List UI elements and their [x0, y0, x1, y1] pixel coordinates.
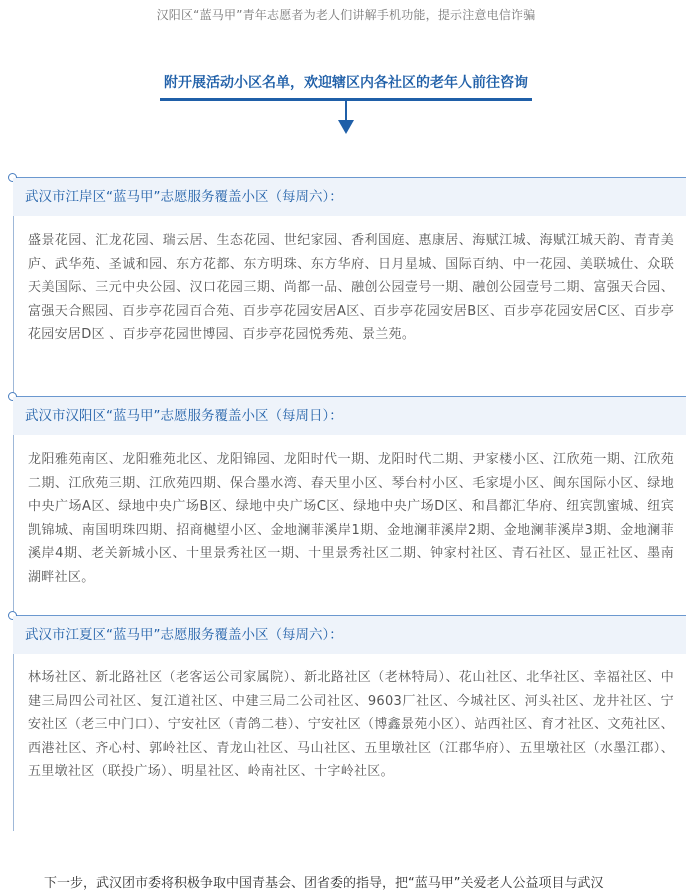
photo-caption: 汉阳区“蓝马甲”青年志愿者为老人们讲解手机功能，提示注意电信诈骗: [156, 8, 536, 22]
timeline-rail: [13, 176, 14, 831]
section-headline: 附开展活动小区名单，欢迎辖区内各社区的老年人前往咨询: [160, 72, 532, 101]
section-title-jiangxia: 武汉市江夏区“蓝马甲”志愿服务覆盖小区（每周六）：: [13, 616, 686, 654]
community-list-hanyang: 龙阳雅苑南区、龙阳雅苑北区、龙阳锦园、龙阳时代一期、龙阳时代二期、尹家楼小区、江欣苑一期、江欣苑二期、江欣苑三期、江欣苑四期、保合墨水湾、春天里小区、琴台村小区、毛家堤小区、闽东国际小区、绿地中央广场A区、绿地中央广场B区、绿地中央广场C区、绿地中央广场D区、和昌都汇华府、纽宾凯蜜城、纽宾凯锦城、南国明珠四期、招商樾望小区、金地澜菲溪岸1期、金地澜菲溪岸2期、金地澜菲溪岸3期、金地澜菲溪岸4期、老关新城小区、十里景秀社区一期、十里景秀社区二期、钟家村社区、青石社区、显正社区、墨南湖畔社区。: [28, 452, 674, 585]
article-paragraph: 下一步，武汉团市委将积极争取中国青基会、团省委的指导，把“蓝马甲”关爱老人公益项目与武汉: [44, 876, 604, 891]
community-list-jiangan: 盛景花园、汇龙花园、瑞云居、生态花园、世纪家园、香利国庭、惠康居、海赋江城、海赋江城天韵、青青美庐、武华苑、圣诚和园、东方花都、东方明珠、东方华府、日月星城、国际百纳、中一花园、美联城仕、众联天美国际、三元中央公园、汉口花园三期、尚都一品、融创公园壹号一期、融创公园壹号二期、富强天合园、富强天合熙园、百步亭花园百合苑、百步亭花园安居A区、百步亭花园安居B区、百步亭花园安居C区、百步亭花园安居D区 、百步亭花园世博园、百步亭花园悦秀苑、景兰苑。: [28, 233, 674, 342]
section-title-jiangan: 武汉市江岸区“蓝马甲”志愿服务覆盖小区（每周六）：: [13, 178, 686, 216]
headline-container: [0, 72, 692, 101]
section-title-hanyang: 武汉市汉阳区“蓝马甲”志愿服务覆盖小区（每周日）：: [13, 397, 686, 435]
down-arrow-icon: [338, 120, 354, 134]
community-list-jiangxia: 林场社区、新北路社区（老客运公司家属院）、新北路社区（老林特局）、花山社区、北华社区、幸福社区、中建三局四公司社区、复江道社区、中建三局二公司社区、9603厂社区、今城社区、河头社区、龙井社区、宁安社区（老三中门口）、宁安社区（青鸽二巷）、宁安社区（博鑫景苑小区）、站西社区、育才社区、文苑社区、西港社区、齐心村、郭岭社区、青龙山社区、马山社区、五里墩社区（江郡华府）、五里墩社区（水墨江郡）、五里墩社区（联投广场）、明星社区、岭南社区、十字岭社区。: [28, 670, 674, 779]
down-arrow-stem: [345, 100, 347, 122]
